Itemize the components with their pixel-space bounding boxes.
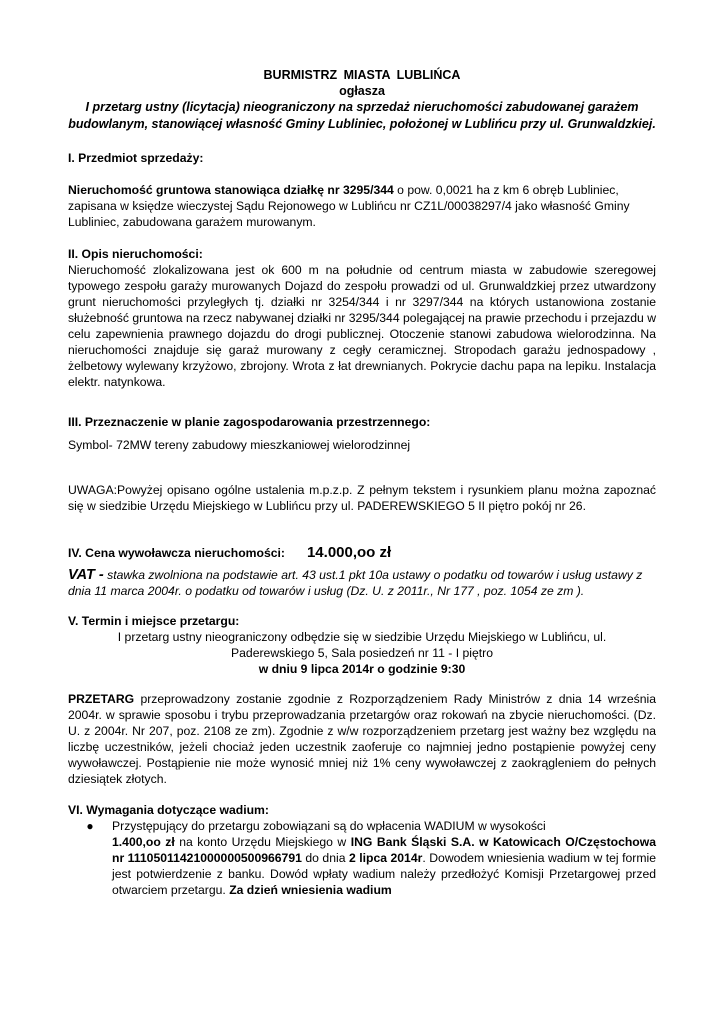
vat-label: VAT - <box>68 567 104 583</box>
auction-place-line-1: I przetarg ustny nieograniczony odbędzie się w siedzibie Urzędu Miejskiego w Lublińcu, ul. <box>117 630 607 644</box>
deposit-text-1: na konto Urzędu Miejskiego w <box>174 835 351 849</box>
section-3-symbol: Symbol- 72MW tereny zabudowy mieszkaniowej wielorodzinnej <box>68 438 411 452</box>
section-5-heading: V. Termin i miejsce przetargu: <box>68 614 240 628</box>
auction-procedure-bold: PRZETARG <box>68 692 135 706</box>
section-6-heading: VI. Wymagania dotyczące wadium: <box>68 803 269 817</box>
deposit-intro: Przystępujący do przetargu zobowiązani są do wpłacenia WADIUM w wysokości <box>112 819 546 833</box>
vat-text: stawka zwolniona na podstawie art. 43 ust.1 pkt 10a ustawy o podatku od towarów i usług ustawy z dnia 11 marca 2004r. o podatku od towarów i usług (Dz. U. z 2011r., Nr 177 , poz. 1054 ze zm ). <box>68 568 643 598</box>
deposit-text-3: . Dowodem wniesienia wadium w tej formie jest potwierdzenie z banku. Dowód wpłaty wadium należy przedłożyć Komisji Przetargowej przed otwarciem przetargu. <box>112 851 656 897</box>
deposit-end-bold: Za dzień wniesienia wadium <box>229 883 392 897</box>
bullet-icon: ● <box>86 819 94 833</box>
section-1-plot-text: o pow. 0,0021 ha z km 6 obręb Lubliniec, zapisana w księdze wieczystej Sądu Rejonowego w Lublińcu nr CZ1L/00038297/4 jako własność Gminy Lubliniec, zabudowana garażem murowanym. <box>68 183 630 229</box>
auction-procedure-text: przeprowadzony zostanie zgodnie z Rozporządzeniem Rady Ministrów z dnia 14 września 2004r. w sprawie sposobu i trybu przeprowadzania przetargów oraz rokowań na zbycie nieruchomości. (Dz. U. z 2004r. Nr 207, poz. 2108 ze zm). Zgodnie z w/w rozporządzeniem przetarg jest ważny bez względu na liczbę uczestników, jeżeli chociaż jeden uczestnik zaoferuje co najmniej jedno postąpienie powyżej ceny wywoławczej. Postąpienie nie może wynosić mniej niż 1% ceny wywoławczej z zaokrągleniem do pełnych dziesiątek złotych. <box>68 692 656 786</box>
deposit-text-2: do dnia <box>301 851 349 865</box>
vat-note <box>68 567 656 599</box>
section-4-heading: IV. Cena wywoławcza nieruchomości: <box>68 546 285 560</box>
document-page <box>68 67 656 898</box>
section-3-heading: III. Przeznaczenie w planie zagospodarowania przestrzennego: <box>68 415 431 429</box>
deposit-amount: 1.400,oo zł <box>112 835 175 849</box>
auction-date: w dniu 9 lipca 2014r o godzinie 9:30 <box>258 662 466 676</box>
deposit-bullet-text <box>112 818 656 898</box>
auction-place-line-2: Paderewskiego 5, Sala posiedzeń nr 11 - I piętro <box>231 646 493 660</box>
issuer-title: BURMISTRZ MIASTA LUBLIŃCA <box>263 68 461 82</box>
deposit-bank-account: ING Bank Śląski S.A. w Katowicach O/Częstochowa nr 11105011421000000500966791 <box>112 835 657 865</box>
deposit-deadline: 2 lipca 2014r <box>348 851 423 865</box>
document-header <box>68 67 656 133</box>
section-1-heading: I. Przedmiot sprzedaży: <box>68 151 204 165</box>
section-2-heading: II. Opis nieruchomości: <box>68 247 203 261</box>
section-1-body <box>68 182 656 230</box>
announces-label: ogłasza <box>339 84 385 98</box>
starting-price: 14.000,oo zł <box>306 544 392 561</box>
section-1-plot-bold: Nieruchomość gruntowa stanowiąca działkę nr 3295/344 <box>68 183 394 197</box>
section-3-note: UWAGA:Powyżej opisano ogólne ustalenia m.p.z.p. Z pełnym tekstem i rysunkiem planu można zapoznać się w siedzibie Urzędu Miejskiego w Lublińcu przy ul. PADEREWSKIEGO 5 II piętro pokój nr 26. <box>68 483 656 513</box>
section-4-price-line <box>68 545 656 561</box>
announcement-subject: I przetarg ustny (licytacja) nieograniczony na sprzedaż nieruchomości zabudowanej garażem budowlanym, stanowiącej własność Gminy Lubliniec, położonej w Lublińcu przy ul. Grunwaldzkiej. <box>68 100 656 131</box>
deposit-bullet <box>68 818 656 898</box>
section-2-body: Nieruchomość zlokalizowana jest ok 600 m na południe od centrum miasta w zabudowie szeregowej typowego zespołu garaży murowanych Dojazd do zespołu prowadzi od ul. Grunwaldzkiej przez utwardzony grunt nieruchomości przyległych tj. działki nr 3254/344 i nr 3297/344 na których ustanowiona zostanie służebność gruntowa na rzecz nabywanej działki nr 3295/344 polegającej na prawie przechodu i przejazdu w celu zapewnienia prawnego dojazdu do drogi publicznej. Otoczenie stanowi zabudowa wielorodzinna. Na nieruchomości znajduje się garaż murowany z cegły ceramicznej. Stropodach garażu jednospadowy , żelbetowy wylewany krzyżowo, zbrojony. Wrota z łat drewnianych. Pokrycie dachu papa na lepiku. Instalacja elektr. natynkowa. <box>68 263 656 389</box>
auction-procedure <box>68 691 656 787</box>
